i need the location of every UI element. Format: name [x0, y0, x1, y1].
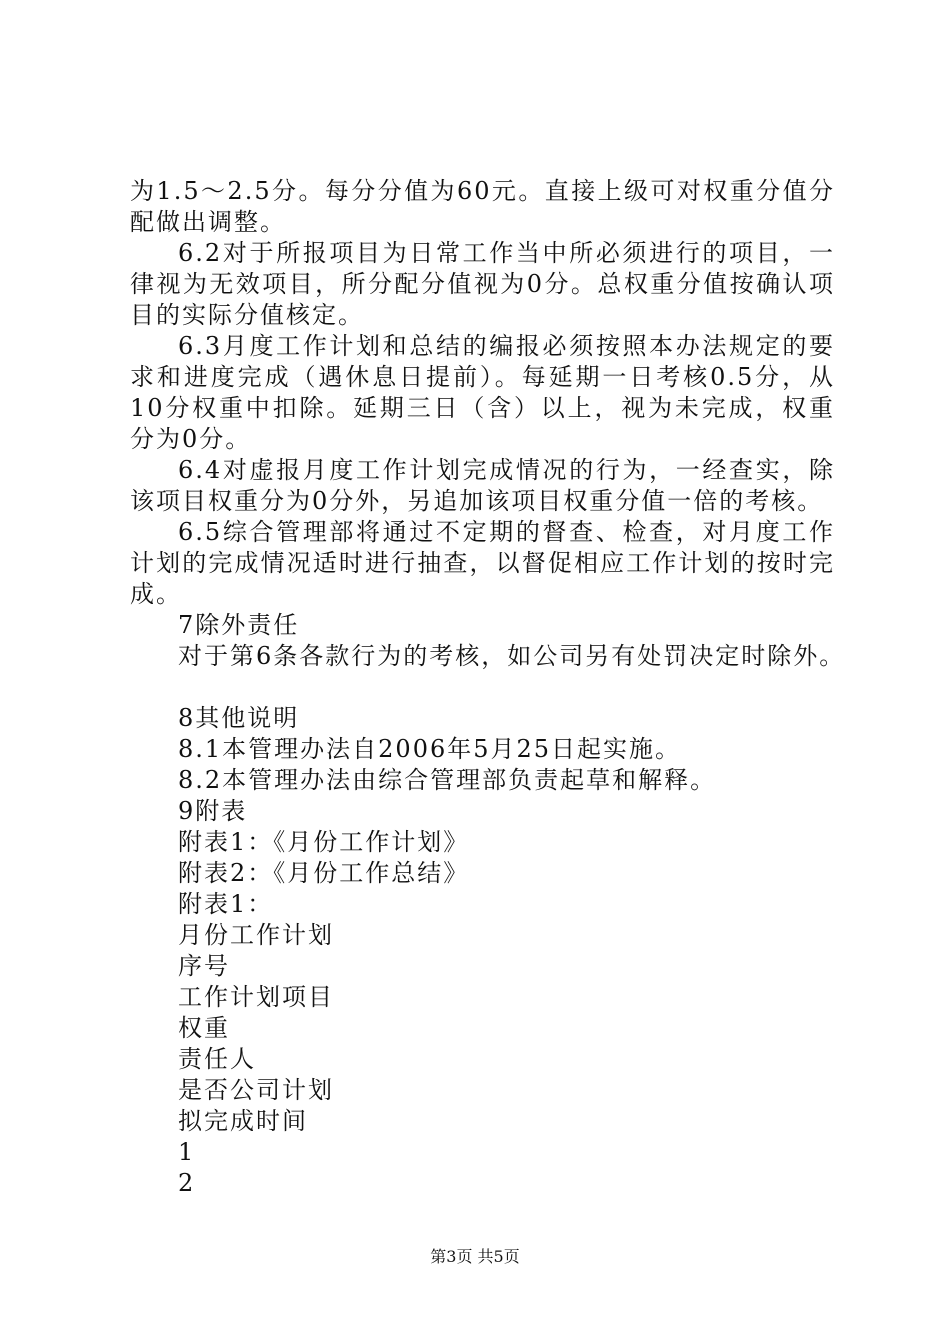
section-8-item-2: 8.2本管理办法由综合管理部负责起草和解释。 — [178, 766, 717, 794]
section-8-heading: 8其他说明 — [178, 704, 300, 732]
section-9-heading: 9附表 — [178, 797, 248, 825]
table-header-index: 序号 — [178, 952, 230, 980]
blank-line — [130, 672, 835, 703]
attachment-1-title: 附表1：《月份工作计划》 — [178, 828, 470, 856]
paragraph-6-5: 6.5综合管理部将通过不定期的督查、检查，对月度工作计划的完成情况适时进行抽查，以督促相应工作计划的按时完成。 — [130, 518, 835, 608]
table-header-weight: 权重 — [178, 1014, 230, 1042]
paragraph-6-4: 6.4对虚报月度工作计划完成情况的行为，一经查实，除该项目权重分为0分外，另追加该项目权重分值一倍的考核。 — [130, 456, 835, 515]
section-7-text: 对于第6条各款行为的考核，如公司另有处罚决定时除外。 — [178, 642, 846, 670]
attachment-1-label: 附表1： — [178, 890, 274, 918]
attachment-2-title: 附表2：《月份工作总结》 — [178, 859, 470, 887]
section-7-heading: 7除外责任 — [178, 611, 300, 639]
table-header-owner: 责任人 — [178, 1045, 256, 1073]
paragraph-6-3: 6.3月度工作计划和总结的编报必须按照本办法规定的要求和进度完成（遇休息日提前）。每延期一日考核0.5分，从10分权重中扣除。延期三日（含）以上，视为未完成，权重分为0分。 — [130, 332, 835, 453]
paragraph-6-2: 6.2对于所报项目为日常工作当中所必须进行的项目，一律视为无效项目，所分配分值视为0分。总权重分值按确认项目的实际分值核定。 — [130, 239, 835, 329]
table-header-item: 工作计划项目 — [178, 983, 334, 1011]
paragraph-score-range: 为1.5～2.5分。每分分值为60元。直接上级可对权重分值分配做出调整。 — [130, 177, 835, 236]
section-8-item-1: 8.1本管理办法自2006年5月25日起实施。 — [178, 735, 682, 763]
table-row-number: 2 — [178, 1169, 196, 1197]
table-header-due-time: 拟完成时间 — [178, 1107, 308, 1135]
page-footer: 第3页 共5页 — [430, 1247, 520, 1266]
document-body — [130, 176, 846, 1199]
table-title: 月份工作计划 — [178, 921, 334, 949]
table-header-company-plan: 是否公司计划 — [178, 1076, 334, 1104]
table-row-number: 1 — [178, 1138, 196, 1166]
